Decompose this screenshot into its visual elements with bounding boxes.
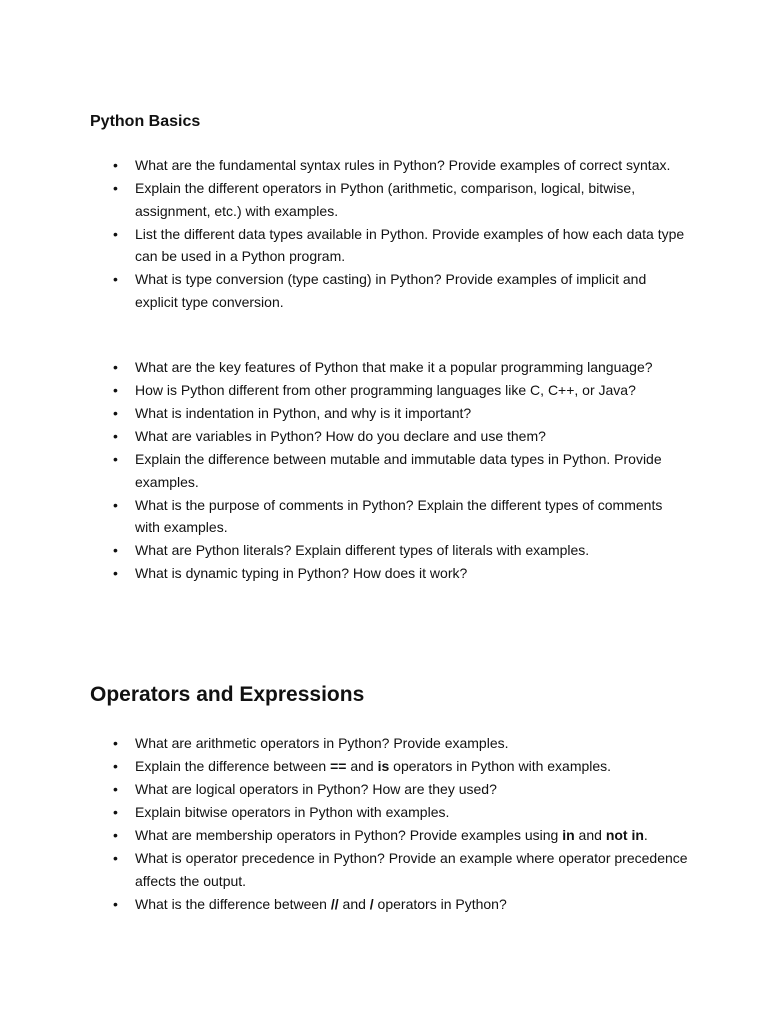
list-item-text: What is the difference between // and / operators in Python? [135, 895, 507, 912]
inline-code-term: is [377, 758, 390, 774]
python-basics-list-1 [90, 154, 690, 313]
operators-list [90, 732, 690, 915]
list-item [90, 223, 690, 268]
list-item [90, 778, 690, 801]
operators-heading: Operators and Expressions [90, 683, 365, 706]
inline-code-term: // [330, 895, 339, 912]
bullet-icon: • [113, 496, 118, 513]
operators-section [90, 682, 690, 708]
bullet-icon: • [113, 225, 118, 242]
list-item-text: Explain the difference between mutable and immutable data types in Python. Provide examples. [135, 451, 662, 490]
bullet-icon: • [113, 542, 118, 558]
list-item [90, 494, 690, 539]
list-item [90, 425, 690, 448]
list-item [90, 801, 690, 824]
bullet-icon: • [113, 157, 118, 173]
inline-code-term: == [330, 758, 347, 774]
list-item [90, 356, 690, 379]
list-item [90, 402, 690, 425]
bullet-icon: • [113, 271, 118, 287]
list-item [90, 268, 690, 313]
bullet-icon: • [113, 451, 118, 467]
list-item [90, 893, 690, 916]
list-item-text: What are the fundamental syntax rules in Python? Provide examples of correct syntax. [135, 157, 671, 173]
list-item [90, 562, 690, 585]
list-item-text: Explain bitwise operators in Python with examples. [135, 804, 450, 820]
list-item-text: Explain the difference between == and is operators in Python with examples. [135, 758, 612, 774]
bullet-icon: • [113, 180, 118, 196]
list-item [90, 732, 690, 755]
list-item [90, 824, 690, 847]
bullet-icon: • [113, 405, 118, 421]
list-item [90, 154, 690, 177]
list-item-text: What are variables in Python? How do you declare and use them? [135, 428, 546, 444]
list-item-text: What is indentation in Python, and why is it important? [135, 405, 472, 421]
list-item-text: What are arithmetic operators in Python? Provide examples. [135, 735, 509, 751]
list-item-text: What is operator precedence in Python? Provide an example where operator precedence affects the output. [135, 850, 688, 889]
bullet-icon: • [113, 781, 118, 797]
bullet-icon: • [113, 850, 118, 866]
bullet-icon: • [113, 735, 118, 751]
inline-code-term: in [562, 827, 575, 843]
python-basics-heading: Python Basics [90, 113, 201, 130]
list-item-text: What is dynamic typing in Python? How does it work? [135, 565, 468, 581]
python-basics-list-2-wrap [90, 356, 690, 585]
list-item-text: Explain the different operators in Python (arithmetic, comparison, logical, bitwise, assignment, etc.) with examples. [135, 180, 636, 219]
list-item-text: List the different data types available in Python. Provide examples of how each data type can be used in a Python program. [135, 225, 685, 264]
inline-code-term: / [369, 895, 374, 912]
bullet-icon: • [113, 827, 118, 843]
list-item-text: What is type conversion (type casting) in Python? Provide examples of implicit and explicit type conversion. [135, 271, 647, 310]
bullet-icon: • [113, 804, 118, 820]
list-item [90, 755, 690, 778]
python-basics-section [90, 112, 690, 132]
list-item-text: What are membership operators in Python? Provide examples using in and not in. [135, 827, 648, 843]
python-basics-list-1-wrap [90, 154, 690, 314]
bullet-icon: • [113, 382, 118, 398]
operators-list-wrap [90, 732, 690, 916]
list-item-text: What are the key features of Python that make it a popular programming language? [135, 359, 653, 375]
list-item-text: How is Python different from other programming languages like C, C++, or Java? [135, 382, 636, 398]
list-item-text: What are Python literals? Explain different types of literals with examples. [135, 542, 590, 558]
list-item [90, 847, 690, 892]
bullet-icon: • [113, 359, 118, 375]
bullet-icon: • [113, 895, 118, 912]
list-item-text: What is the purpose of comments in Python? Explain the different types of comments with examples. [135, 496, 663, 535]
list-item [90, 379, 690, 402]
bullet-icon: • [113, 565, 118, 581]
inline-code-term: not in [605, 827, 644, 843]
bullet-icon: • [113, 428, 118, 444]
list-item-text: What are logical operators in Python? How are they used? [135, 781, 497, 797]
list-item [90, 177, 690, 222]
list-item [90, 448, 690, 493]
python-basics-list-2 [90, 356, 690, 585]
list-item [90, 539, 690, 562]
bullet-icon: • [113, 758, 118, 774]
